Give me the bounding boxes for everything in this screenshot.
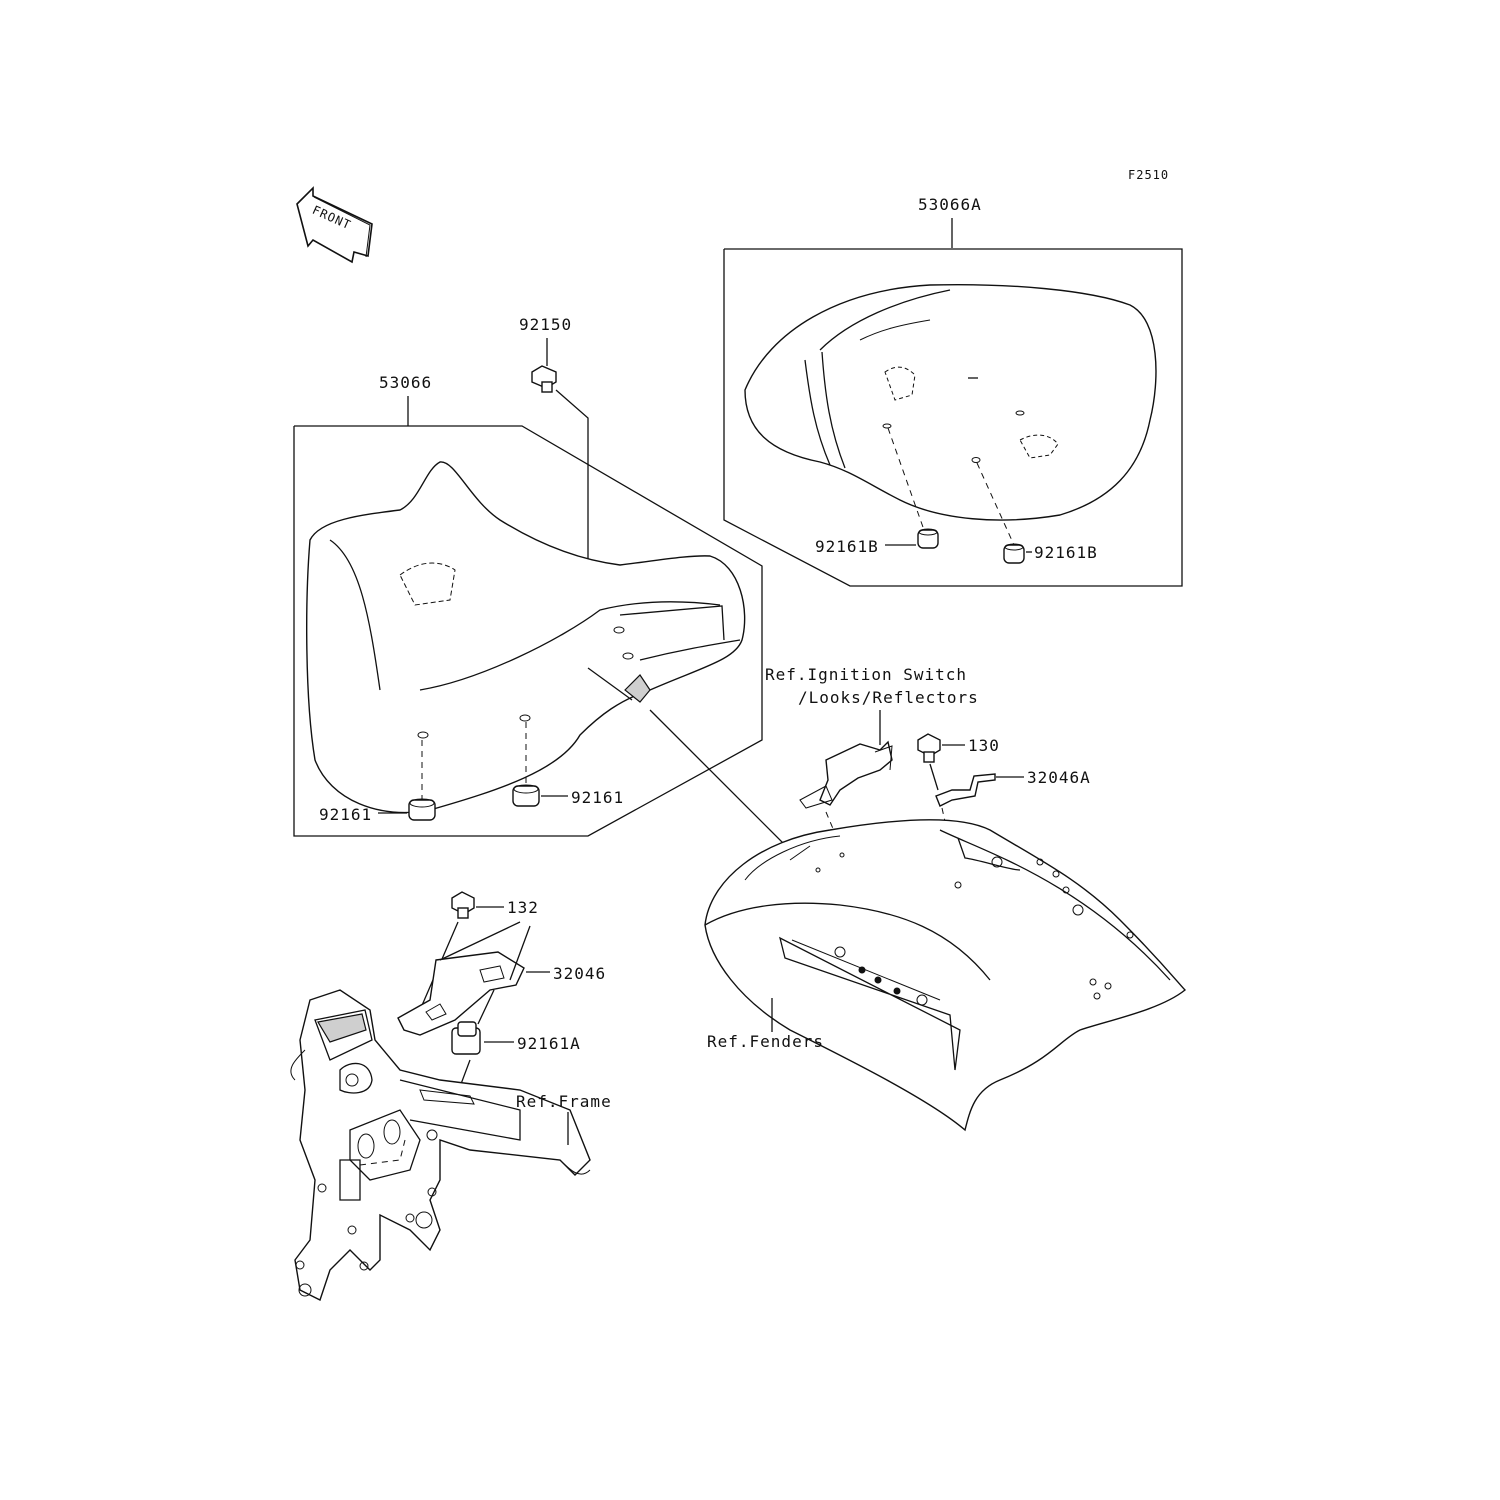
ref-ignition-line2: /Looks/Reflectors: [798, 688, 979, 707]
ignition-bracket: [800, 742, 892, 808]
damper-92161-left: [409, 799, 435, 820]
label-92161b-right: 92161B: [1034, 543, 1098, 562]
rear-seat-outline: [745, 285, 1156, 520]
label-53066: 53066: [379, 373, 433, 392]
ref-ignition-line1: Ref.Ignition Switch: [765, 665, 968, 684]
label-92150: 92150: [519, 315, 573, 334]
damper-92161-right: [513, 785, 539, 806]
label-132: 132: [507, 898, 539, 917]
label-53066a: 53066A: [918, 195, 982, 214]
bolt-130-icon: [918, 734, 940, 762]
damper-92161b-right: [1004, 544, 1024, 563]
ref-frame: Ref.Frame: [516, 1092, 612, 1111]
label-92161b-left: 92161B: [815, 537, 879, 556]
rear-seat-group: [724, 195, 1182, 586]
bracket-32046-group: [398, 922, 606, 1035]
rear-fender: [705, 820, 1185, 1130]
bolt-132-icon: [452, 892, 474, 918]
label-92161-right: 92161: [571, 788, 625, 807]
bolt-92150-icon: [532, 366, 556, 392]
label-92161a: 92161A: [517, 1034, 581, 1053]
label-130: 130: [968, 736, 1000, 755]
figure-code: F2510: [1128, 168, 1170, 182]
stay-32046a: [936, 774, 995, 806]
ref-fenders: Ref.Fenders: [707, 1032, 824, 1051]
label-32046a: 32046A: [1027, 768, 1091, 787]
label-32046: 32046: [553, 964, 607, 983]
label-92161-left: 92161: [319, 805, 373, 824]
front-arrow-icon: [297, 188, 372, 262]
front-label: FRONT: [310, 202, 354, 233]
damper-92161a: [452, 1022, 480, 1054]
damper-92161b-left: [918, 529, 938, 548]
